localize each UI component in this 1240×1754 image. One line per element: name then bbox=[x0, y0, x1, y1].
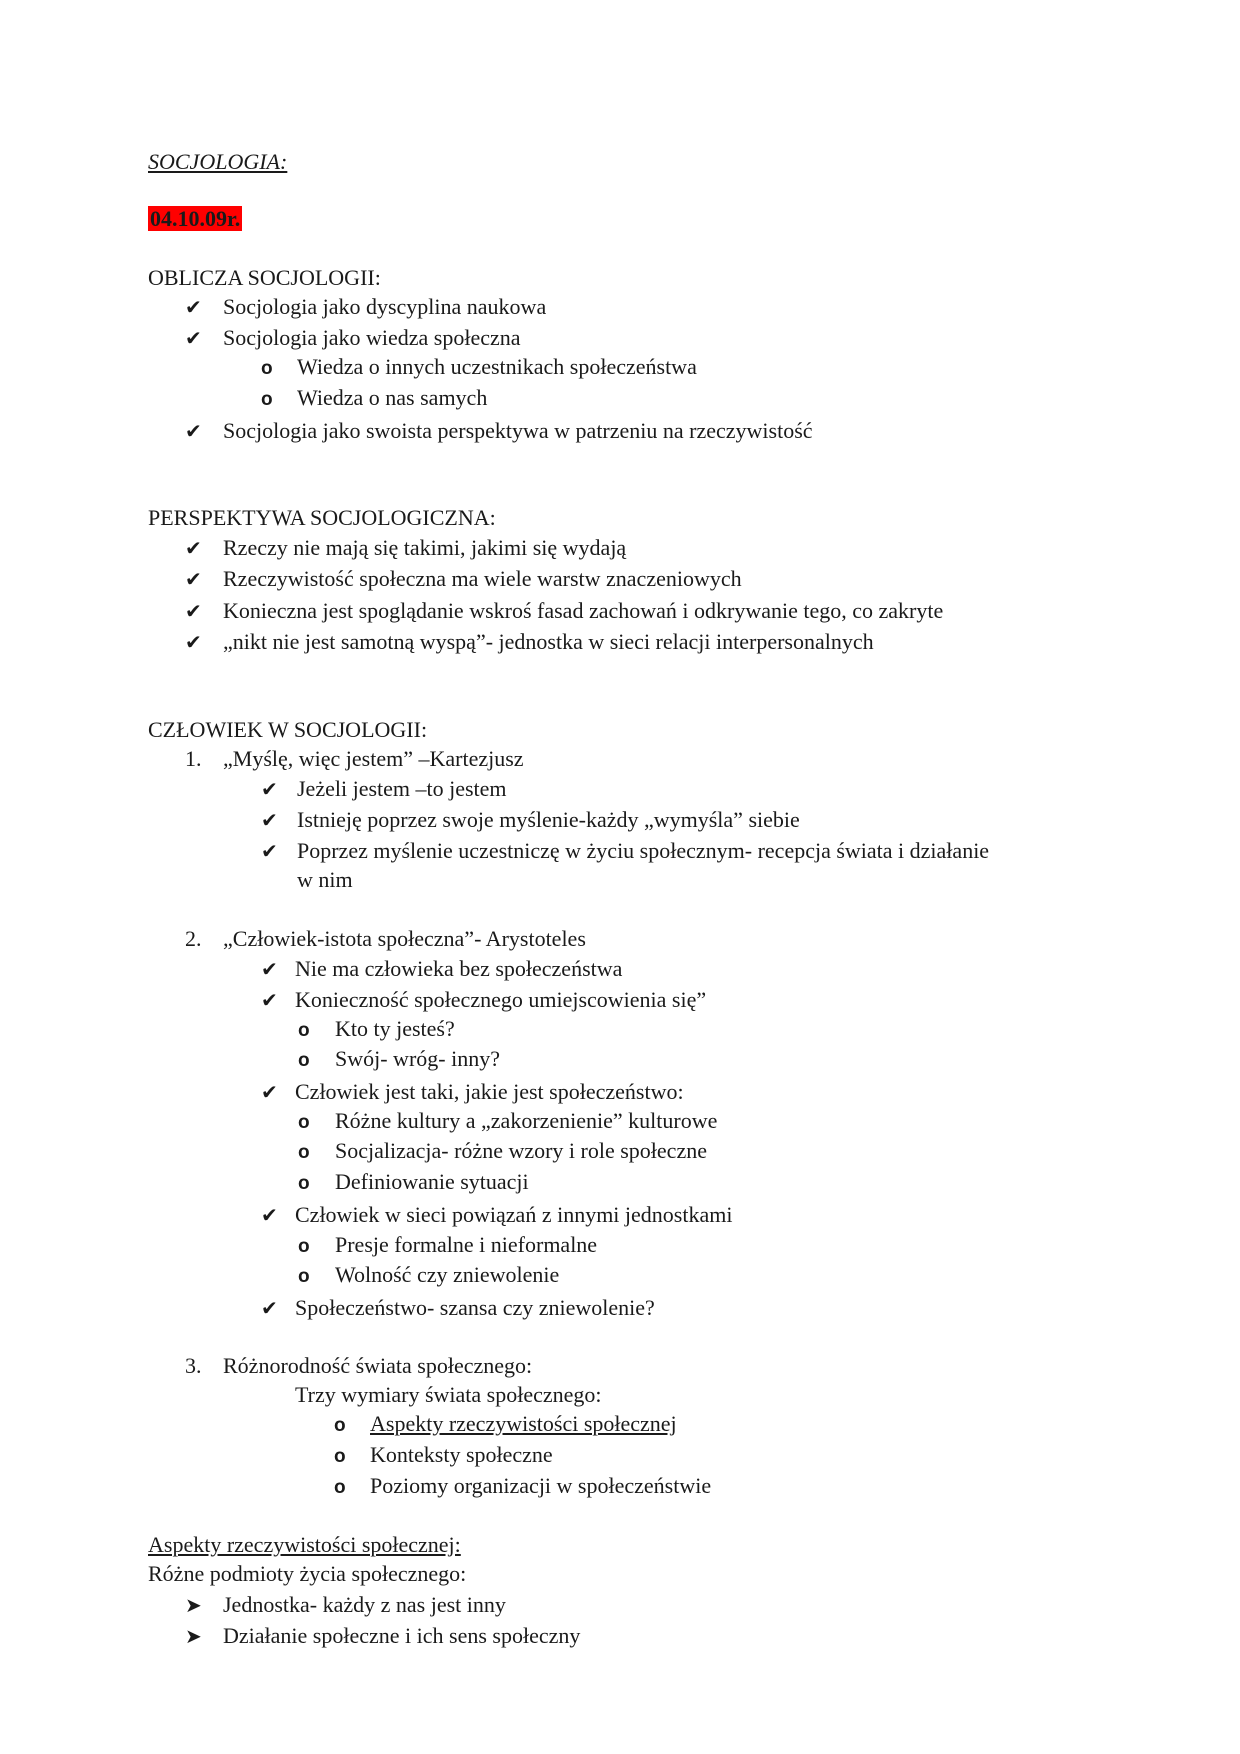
list-item: „nikt nie jest samotną wyspą”- jednostka w sieci relacji interpersonalnych bbox=[223, 629, 874, 654]
section-heading-perspektywa: PERSPEKTYWA SOCJOLOGICZNA: bbox=[148, 505, 496, 530]
date-highlight bbox=[148, 205, 242, 233]
list-item: Socjologia jako wiedza społeczna bbox=[223, 325, 521, 350]
date-label: 04.10.09r. bbox=[150, 206, 241, 231]
checkmark-icon bbox=[185, 324, 202, 352]
checkmark-icon bbox=[185, 565, 202, 593]
list-number: 1. bbox=[185, 746, 202, 771]
list-item: Różne kultury a „zakorzenienie” kulturowe bbox=[335, 1108, 718, 1133]
list-item: Konieczna jest spoglądanie wskroś fasad zachowań i odkrywanie tego, co zakryte bbox=[223, 598, 944, 623]
arrow-bullet-icon bbox=[185, 1622, 202, 1650]
list-number: 3. bbox=[185, 1353, 202, 1378]
checkmark-icon bbox=[261, 1078, 278, 1106]
list-item: „Człowiek-istota społeczna”- Arystoteles bbox=[223, 926, 586, 951]
circle-bullet-icon bbox=[298, 1107, 310, 1137]
section-heading-aspekty: Aspekty rzeczywistości społecznej: bbox=[148, 1532, 461, 1557]
checkmark-icon bbox=[261, 837, 278, 865]
list-item: Wiedza o nas samych bbox=[297, 385, 488, 410]
circle-bullet-icon bbox=[298, 1168, 310, 1198]
list-item: Swój- wróg- inny? bbox=[335, 1046, 500, 1071]
list-item: Definiowanie sytuacji bbox=[335, 1169, 529, 1194]
circle-bullet-icon bbox=[298, 1137, 310, 1167]
list-item: Nie ma człowieka bez społeczeństwa bbox=[295, 956, 623, 981]
section-subheading: Różne podmioty życia społecznego: bbox=[148, 1561, 467, 1586]
checkmark-icon bbox=[261, 775, 278, 803]
list-item-link: Aspekty rzeczywistości społecznej bbox=[370, 1411, 677, 1436]
list-item: Jednostka- każdy z nas jest inny bbox=[223, 1592, 506, 1617]
checkmark-icon bbox=[261, 1201, 278, 1229]
circle-bullet-icon bbox=[298, 1015, 310, 1045]
arrow-bullet-icon bbox=[185, 1591, 202, 1619]
list-item: Wolność czy zniewolenie bbox=[335, 1262, 560, 1287]
list-item: Jeżeli jestem –to jestem bbox=[297, 776, 507, 801]
list-item: Socjologia jako dyscyplina naukowa bbox=[223, 294, 547, 319]
list-item: Różnorodność świata społecznego: bbox=[223, 1353, 533, 1378]
list-subheading: Trzy wymiary świata społecznego: bbox=[295, 1382, 602, 1407]
checkmark-icon bbox=[185, 597, 202, 625]
list-item: Społeczeństwo- szansa czy zniewolenie? bbox=[295, 1295, 655, 1320]
list-item: „Myślę, więc jestem” –Kartezjusz bbox=[223, 746, 524, 771]
list-item: Człowiek jest taki, jakie jest społeczeństwo: bbox=[295, 1079, 684, 1104]
circle-bullet-icon bbox=[261, 384, 273, 414]
list-item: Konteksty społeczne bbox=[370, 1442, 553, 1467]
list-item: Poprzez myślenie uczestniczę w życiu społecznym- recepcja świata i działanie bbox=[297, 838, 990, 863]
checkmark-icon bbox=[261, 955, 278, 983]
circle-bullet-icon bbox=[298, 1045, 310, 1075]
section-heading-oblicza: OBLICZA SOCJOLOGII: bbox=[148, 265, 381, 290]
list-item: Socjalizacja- różne wzory i role społeczne bbox=[335, 1138, 707, 1163]
list-item: Istnieję poprzez swoje myślenie-każdy „wymyśla” siebie bbox=[297, 807, 800, 832]
checkmark-icon bbox=[261, 1294, 278, 1322]
checkmark-icon bbox=[185, 417, 202, 445]
circle-bullet-icon bbox=[261, 353, 273, 383]
list-item: Konieczność społecznego umiejscowienia się” bbox=[295, 987, 707, 1012]
checkmark-icon bbox=[185, 534, 202, 562]
document-title: SOCJOLOGIA: bbox=[148, 149, 288, 174]
section-heading-czlowiek: CZŁOWIEK W SOCJOLOGII: bbox=[148, 717, 428, 742]
circle-bullet-icon bbox=[334, 1472, 346, 1502]
circle-bullet-icon bbox=[298, 1261, 310, 1291]
list-number: 2. bbox=[185, 926, 202, 951]
list-item: Wiedza o innych uczestnikach społeczeństwa bbox=[297, 354, 697, 379]
list-item: Socjologia jako swoista perspektywa w patrzeniu na rzeczywistość bbox=[223, 418, 813, 443]
list-item: Rzeczy nie mają się takimi, jakimi się wydają bbox=[223, 535, 627, 560]
list-item: Poziomy organizacji w społeczeństwie bbox=[370, 1473, 712, 1498]
list-item: Presje formalne i nieformalne bbox=[335, 1232, 598, 1257]
list-item-continuation: w nim bbox=[297, 867, 353, 892]
list-item: Człowiek w sieci powiązań z innymi jednostkami bbox=[295, 1202, 733, 1227]
list-item: Kto ty jesteś? bbox=[335, 1016, 455, 1041]
list-item: Rzeczywistość społeczna ma wiele warstw znaczeniowych bbox=[223, 566, 742, 591]
circle-bullet-icon bbox=[334, 1441, 346, 1471]
circle-bullet-icon bbox=[298, 1231, 310, 1261]
checkmark-icon bbox=[185, 628, 202, 656]
checkmark-icon bbox=[261, 806, 278, 834]
checkmark-icon bbox=[185, 293, 202, 321]
checkmark-icon bbox=[261, 986, 278, 1014]
circle-bullet-icon bbox=[334, 1410, 346, 1440]
list-item: Działanie społeczne i ich sens społeczny bbox=[223, 1623, 581, 1648]
